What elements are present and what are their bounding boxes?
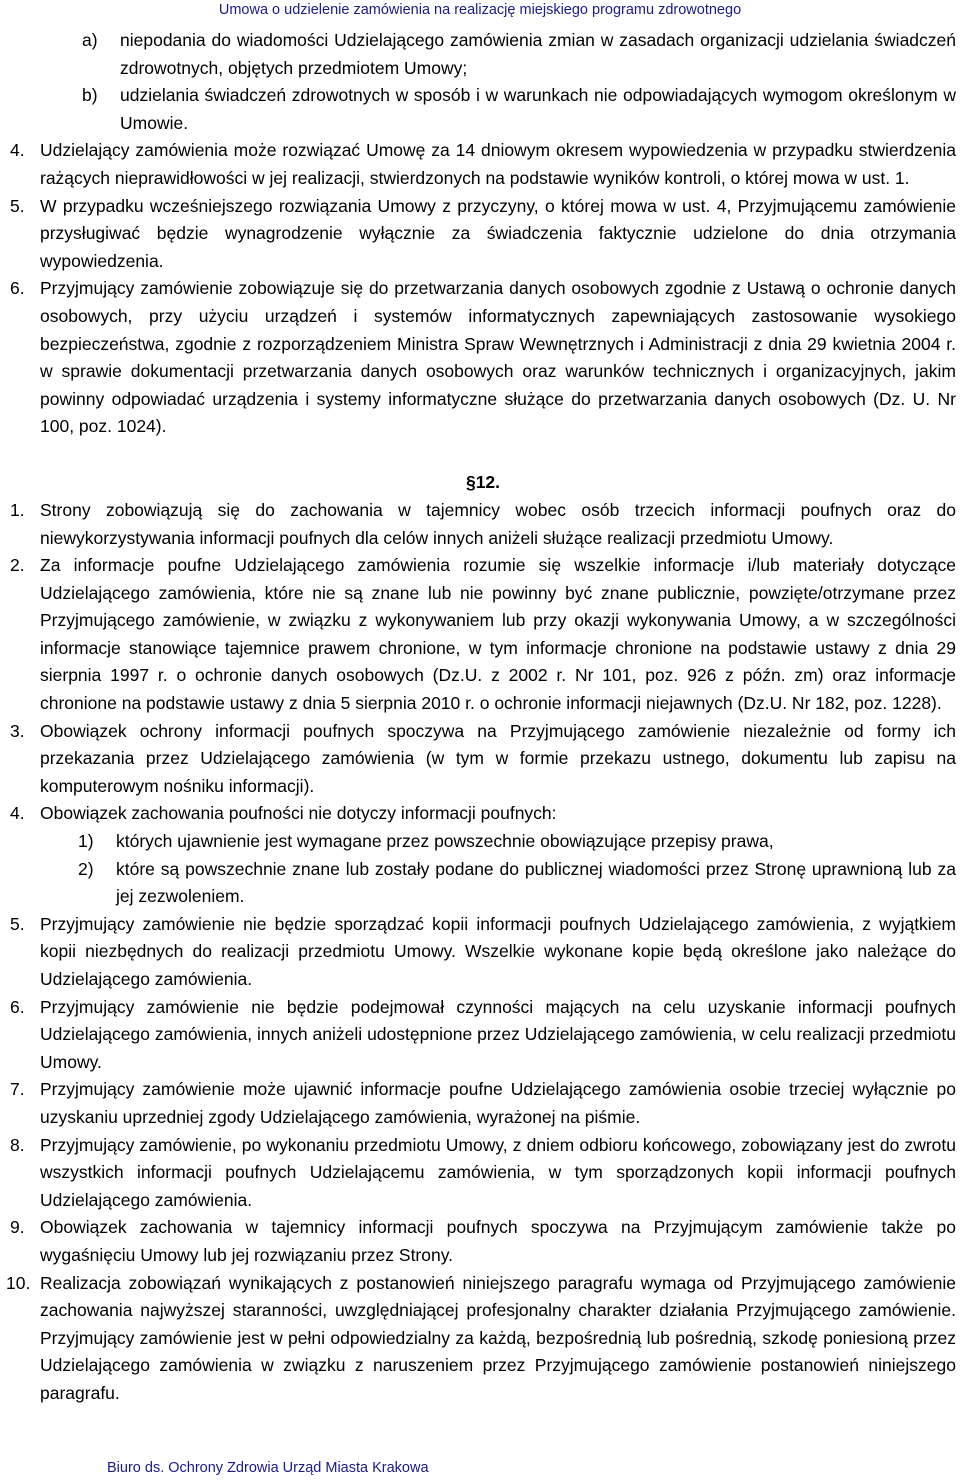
list-number: a) [82,30,98,50]
list-text: Obowiązek ochrony informacji poufnych spoczywa na Przyjmującego zamówienie niezależnie od formy ich przekazania przez Udzielającego zamówienia (w tym w formie przekazu ustnego, dokumentu lub zapisu na komputerowym nośniku informacji). [40,720,956,796]
list-item [10,1076,956,1131]
sub-list-item [78,828,956,856]
list-text: niepodania do wiadomości Udzielającego zamówienia zmian w zasadach organizacji udzielania świadczeń zdrowotnych, objętych przedmiotem Umowy; [120,30,956,78]
list-text: Strony zobowiązują się do zachowania w tajemnicy wobec osób trzecich informacji poufnych oraz do niewykorzystywania informacji poufnych dla celów innych aniżeli służące realizacji przedmiotu Umowy. [40,499,956,548]
list-item [10,1214,956,1269]
list-item [6,1270,956,1408]
list-number: 3. [10,720,25,741]
list-number: 5. [10,195,25,216]
list-item [10,1132,956,1215]
list-text: które są powszechnie znane lub zostały podane do publicznej wiadomości przez Stronę uprawnioną lub za jej zezwoleniem. [116,858,956,907]
list-item [82,27,956,82]
list-text: Przyjmujący zamówienie, po wykonaniu przedmiotu Umowy, z dniem odbioru końcowego, zobowiązany jest do zwrotu wszystkich informacji poufnych Udzielającemu zamówienia, w tym sporządzonych kopii informacji poufnych Udzielającego zamówienia. [40,1134,956,1210]
list-number: 2) [78,858,94,879]
list-text: Przyjmujący zamówienie nie będzie sporządzać kopii informacji poufnych Udzielającego zamówienia, z wyjątkiem kopii niezbędnych do realizacji przedmiotu Umowy. Wszelkie wykonane kopie będą określone jako należące do Udzielającego zamówienia. [40,913,956,989]
list-text: Przyjmujący zamówienie może ujawnić informacje poufne Udzielającego zamówienia osobie trzeciej wyłącznie po uzyskaniu uprzedniej zgody Udzielającego zamówienia, wyrażonej na piśmie. [40,1079,956,1127]
list-number: 5. [10,913,25,934]
list-item [10,994,956,1077]
list-number: 1) [78,831,94,852]
list-number: 10. [6,1272,31,1293]
list-item [82,82,956,137]
list-number: 4. [10,140,25,161]
list-text: Przyjmujący zamówienie nie będzie podejmował czynności mających na celu uzyskanie informacji poufnych Udzielającego zamówienia, innych aniżeli udostępnione przez Udzielającego zamówienia, w celu realizacji przedmiotu Umowy. [40,996,956,1072]
list-text: Realizacja zobowiązań wynikających z postanowień niniejszego paragrafu wymaga od Przyjmującego zamówienie zachowania najwyższej staranności, uwzględniającej profesjonalny charakter działania Przyjmującego zamówienie. Przyjmujący zamówienie jest w pełni odpowiedzialny za każdą, bezpośrednią lub pośrednią, szkodę poniesioną przez Udzielającego zamówienia w związku z naruszeniem przez Przyjmującego zamówienie postanowień niniejszego paragrafu. [40,1272,956,1403]
list-text: Udzielający zamówienia może rozwiązać Umowę za 14 dniowym okresem wypowiedzenia w przypadku stwierdzenia rażących nieprawidłowości w jej realizacji, stwierdzonych na podstawie wyników kontroli, o której mowa w ust. 1. [40,140,956,188]
list-text: Za informacje poufne Udzielającego zamówienia rozumie się wszelkie informacje i/lub materiały dotyczące Udzielającego zamówienia, które nie są znane lub nie powinny być znane publicznie, powzięte/otrzymane przez Przyjmującego zamówienie, w związku z wykonywaniem lub przy okazji wykonywania Umowy, a w szczególności informacje stanowiące tajemnice prawem chronione, w tym informacje chronione na podstawie ustawy z dnia 29 sierpnia 1997 r. o ochronie danych osobowych (Dz.U. z 2002 r. Nr 101, poz. 926 z późn. zm) oraz informacje chronione na podstawie ustawy z dnia 5 sierpnia 2010 r. o ochronie informacji niejawnych (Dz.U. Nr 182, poz. 1228). [40,555,956,714]
section-heading [10,469,956,497]
list-number: 8. [10,1134,25,1155]
list-item [10,275,956,441]
list-number: 6. [10,278,25,299]
list-text: W przypadku wcześniejszego rozwiązania Umowy z przyczyny, o której mowa w ust. 4, Przyjmującemu zamówienie przysługiwać będzie wynagrodzenie wyłącznie za świadczenia faktycznie udzielone do dnia otrzymania wypowiedzenia. [40,195,956,271]
list-item [10,193,956,276]
list-number: 4. [10,803,25,824]
list-number: 2. [10,555,25,576]
list-number: 1. [10,499,25,520]
list-text: udzielania świadczeń zdrowotnych w sposób i w warunkach nie odpowiadających wymogom określonym w Umowie. [120,85,956,133]
list-item [10,800,956,828]
list-number: 7. [10,1079,25,1100]
document-body [6,27,956,1408]
list-item [10,718,956,801]
section-number: 12. [475,471,501,492]
list-text: których ujawnienie jest wymagane przez powszechnie obowiązujące przepisy prawa, [116,831,774,852]
page-footer: Biuro ds. Ochrony Zdrowia Urząd Miasta Krakowa [107,1460,429,1476]
sub-list-item [78,856,956,911]
list-text: Przyjmujący zamówienie zobowiązuje się do przetwarzania danych osobowych zgodnie z Ustawą o ochronie danych osobowych, przy użyciu urządzeń i systemów informatycznych zapewniających zastosowanie wysokiego bezpieczeństwa, zgodnie z rozporządzeniem Ministra Spraw Wewnętrznych i Administracji z dnia 29 kwietnia 2004 r. w sprawie dokumentacji przetwarzania danych osobowych oraz warunków technicznych i organizacyjnych, jakim powinny odpowiadać urządzenia i systemy informatyczne służące do przetwarzania danych osobowych (Dz. U. Nr 100, poz. 1024). [40,278,956,437]
list-item [10,497,956,552]
list-item [10,911,956,994]
list-text: Obowiązek zachowania w tajemnicy informacji poufnych spoczywa na Przyjmującym zamówienie także po wygaśnięciu Umowy lub jej rozwiązaniu przez Strony. [40,1217,956,1265]
list-number: 6. [10,996,25,1017]
section-symbol: § [465,471,476,492]
list-item [10,137,956,192]
list-text: Obowiązek zachowania poufności nie dotyczy informacji poufnych: [40,803,557,824]
list-item [10,552,956,718]
list-number: b) [82,85,98,106]
list-number: 9. [10,1217,25,1238]
page-header: Umowa o udzielenie zamówienia na realizację miejskiego programu zdrowotnego [218,2,742,18]
